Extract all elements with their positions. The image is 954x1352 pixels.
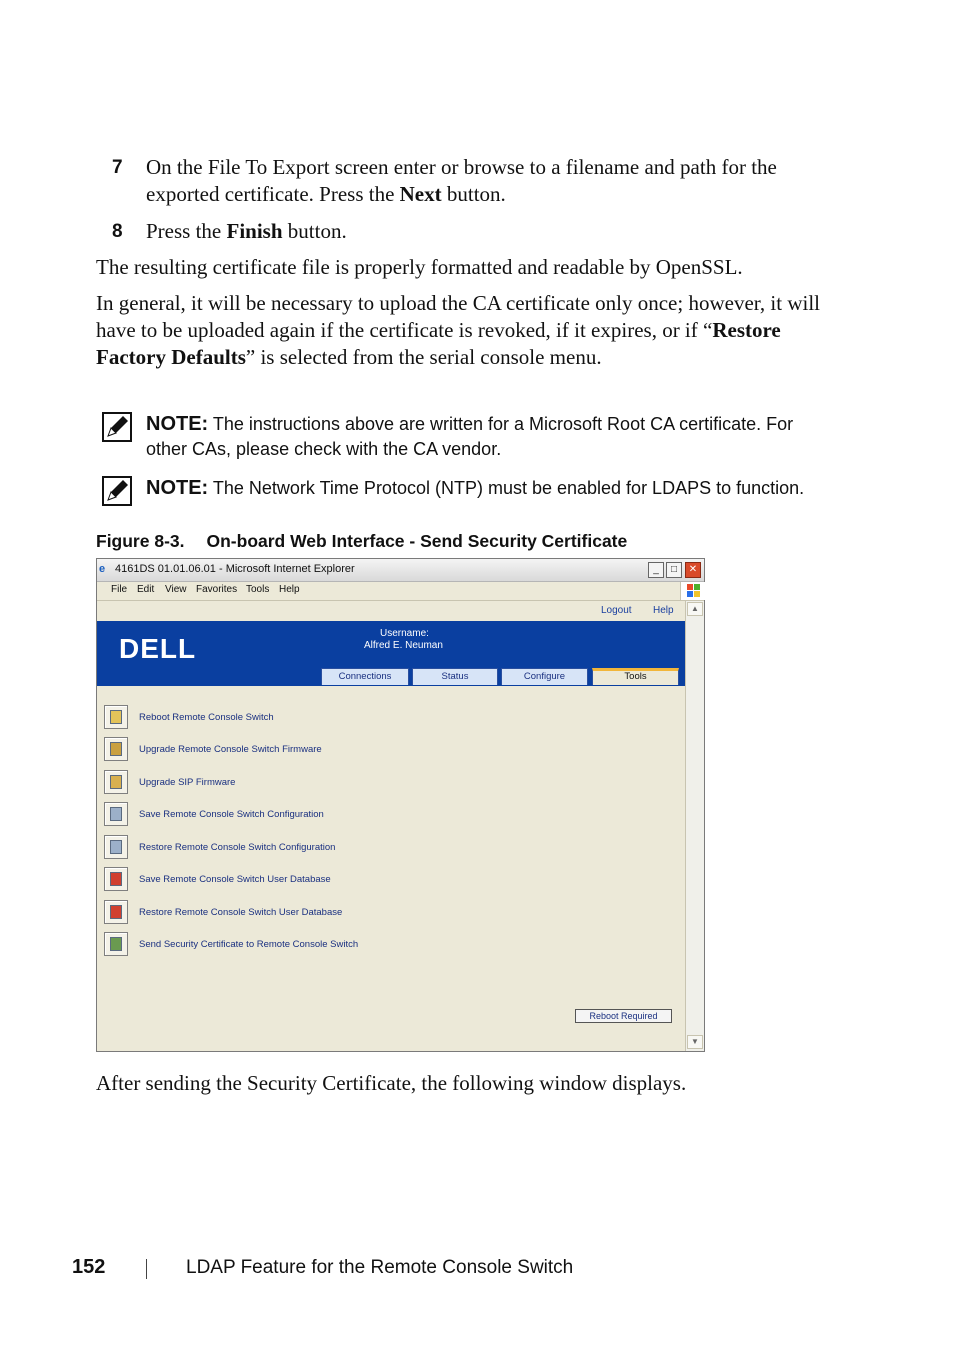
tool-item[interactable] — [104, 932, 624, 958]
step-text-after: button. — [441, 182, 506, 206]
tool-label[interactable]: Upgrade Remote Console Switch Firmware — [139, 744, 322, 755]
tool-label[interactable]: Save Remote Console Switch User Database — [139, 874, 331, 885]
scrollbar[interactable] — [685, 601, 704, 1051]
note — [146, 476, 836, 501]
note-pencil-icon — [102, 476, 132, 506]
figure-caption — [96, 531, 627, 552]
step-text — [146, 218, 826, 245]
tool-label[interactable]: Restore Remote Console Switch Configuration — [139, 842, 336, 853]
tab-status[interactable]: Status — [412, 668, 498, 685]
maximize-button[interactable]: □ — [666, 562, 682, 578]
help-link[interactable]: Help — [653, 605, 674, 616]
paragraph-before: In general, it will be necessary to upload the CA certificate only once; however, it will have to be uploaded again if the certificate is revoked, if it expires, or if “ — [96, 291, 821, 342]
step-number: 8 — [112, 221, 123, 242]
paragraph-after: ” is selected from the serial console menu. — [245, 345, 602, 369]
restore-config-icon[interactable] — [104, 835, 128, 859]
paragraph: The resulting certificate file is properly formatted and readable by OpenSSL. — [96, 255, 743, 279]
ie-icon: e — [99, 563, 106, 575]
tool-label[interactable]: Send Security Certificate to Remote Console Switch — [139, 939, 359, 950]
step-number: 7 — [112, 157, 123, 178]
restore-user-database-icon[interactable] — [104, 900, 128, 924]
window-bottom-edge — [97, 1051, 704, 1052]
top-links — [97, 601, 685, 621]
page-number: 152 — [72, 1256, 106, 1278]
close-button[interactable]: ✕ — [685, 562, 701, 578]
tool-item[interactable] — [104, 705, 624, 731]
step-text — [146, 154, 826, 208]
footer-section-title: LDAP Feature for the Remote Console Switch — [186, 1257, 574, 1278]
paragraph: After sending the Security Certificate, the following window displays. — [96, 1071, 687, 1095]
username-label: Username: — [380, 628, 429, 639]
paragraph-bold: Restore Factory Defaults — [96, 318, 781, 369]
page-content — [97, 601, 685, 1051]
browser-window — [96, 558, 705, 1052]
menu-bar — [97, 582, 704, 601]
tab-tools[interactable]: Tools — [592, 668, 679, 685]
save-config-icon[interactable] — [104, 802, 128, 826]
tool-item[interactable] — [104, 900, 624, 926]
step-bold: Finish — [226, 219, 283, 243]
figure-number: Figure 8-3. — [96, 531, 185, 551]
tool-item[interactable] — [104, 835, 624, 861]
note-label: NOTE: — [146, 477, 209, 499]
username-value: Alfred E. Neuman — [364, 640, 443, 651]
tool-item[interactable] — [104, 867, 624, 893]
firmware-upgrade-icon[interactable] — [104, 737, 128, 761]
footer-divider — [146, 1259, 147, 1279]
tool-item[interactable] — [104, 737, 624, 763]
logout-link[interactable]: Logout — [601, 605, 632, 616]
menu-edit[interactable]: Edit — [137, 584, 155, 595]
windows-logo-icon — [680, 582, 705, 600]
menu-help[interactable]: Help — [279, 584, 300, 595]
tool-item[interactable] — [104, 802, 624, 828]
dell-logo: DELL — [119, 633, 197, 664]
tool-label[interactable]: Save Remote Console Switch Configuration — [139, 809, 324, 820]
menu-file[interactable]: File — [111, 584, 128, 595]
reboot-icon[interactable] — [104, 705, 128, 729]
note-text: The instructions above are written for a Microsoft Root CA certificate. For other CAs, please check with the CA vendor. — [146, 414, 794, 459]
scroll-up-icon[interactable]: ▲ — [687, 602, 703, 616]
tool-item[interactable] — [104, 770, 624, 796]
tool-label[interactable]: Restore Remote Console Switch User Database — [139, 907, 343, 918]
menu-favorites[interactable]: Favorites — [196, 584, 238, 595]
step-bold: Next — [399, 182, 442, 206]
step-text-before: Press the — [146, 219, 227, 243]
note-label: NOTE: — [146, 413, 209, 435]
tool-label[interactable]: Reboot Remote Console Switch — [139, 712, 274, 723]
window-title: 4161DS 01.01.06.01 - Microsoft Internet Explorer — [115, 563, 355, 575]
step-text-before: On the File To Export screen enter or browse to a filename and path for the exported certificate. Press the — [146, 155, 777, 206]
figure-title: On-board Web Interface - Send Security Certificate — [206, 531, 628, 551]
title-bar — [97, 559, 704, 582]
tool-label[interactable]: Upgrade SIP Firmware — [139, 777, 236, 788]
tab-connections[interactable]: Connections — [321, 668, 409, 685]
paragraph — [96, 290, 826, 371]
sip-upgrade-icon[interactable] — [104, 770, 128, 794]
note-text: The Network Time Protocol (NTP) must be enabled for LDAPS to function. — [208, 478, 805, 498]
menu-tools[interactable]: Tools — [246, 584, 270, 595]
step-text-after: button. — [282, 219, 347, 243]
minimize-button[interactable]: _ — [648, 562, 664, 578]
note-pencil-icon — [102, 412, 132, 442]
scroll-down-icon[interactable]: ▼ — [687, 1035, 703, 1049]
tab-configure[interactable]: Configure — [501, 668, 588, 685]
header-banner — [97, 621, 685, 686]
menu-view[interactable]: View — [165, 584, 187, 595]
save-user-database-icon[interactable] — [104, 867, 128, 891]
certificate-icon[interactable] — [104, 932, 128, 956]
note — [146, 412, 826, 462]
reboot-required-button[interactable]: Reboot Required — [575, 1009, 672, 1023]
